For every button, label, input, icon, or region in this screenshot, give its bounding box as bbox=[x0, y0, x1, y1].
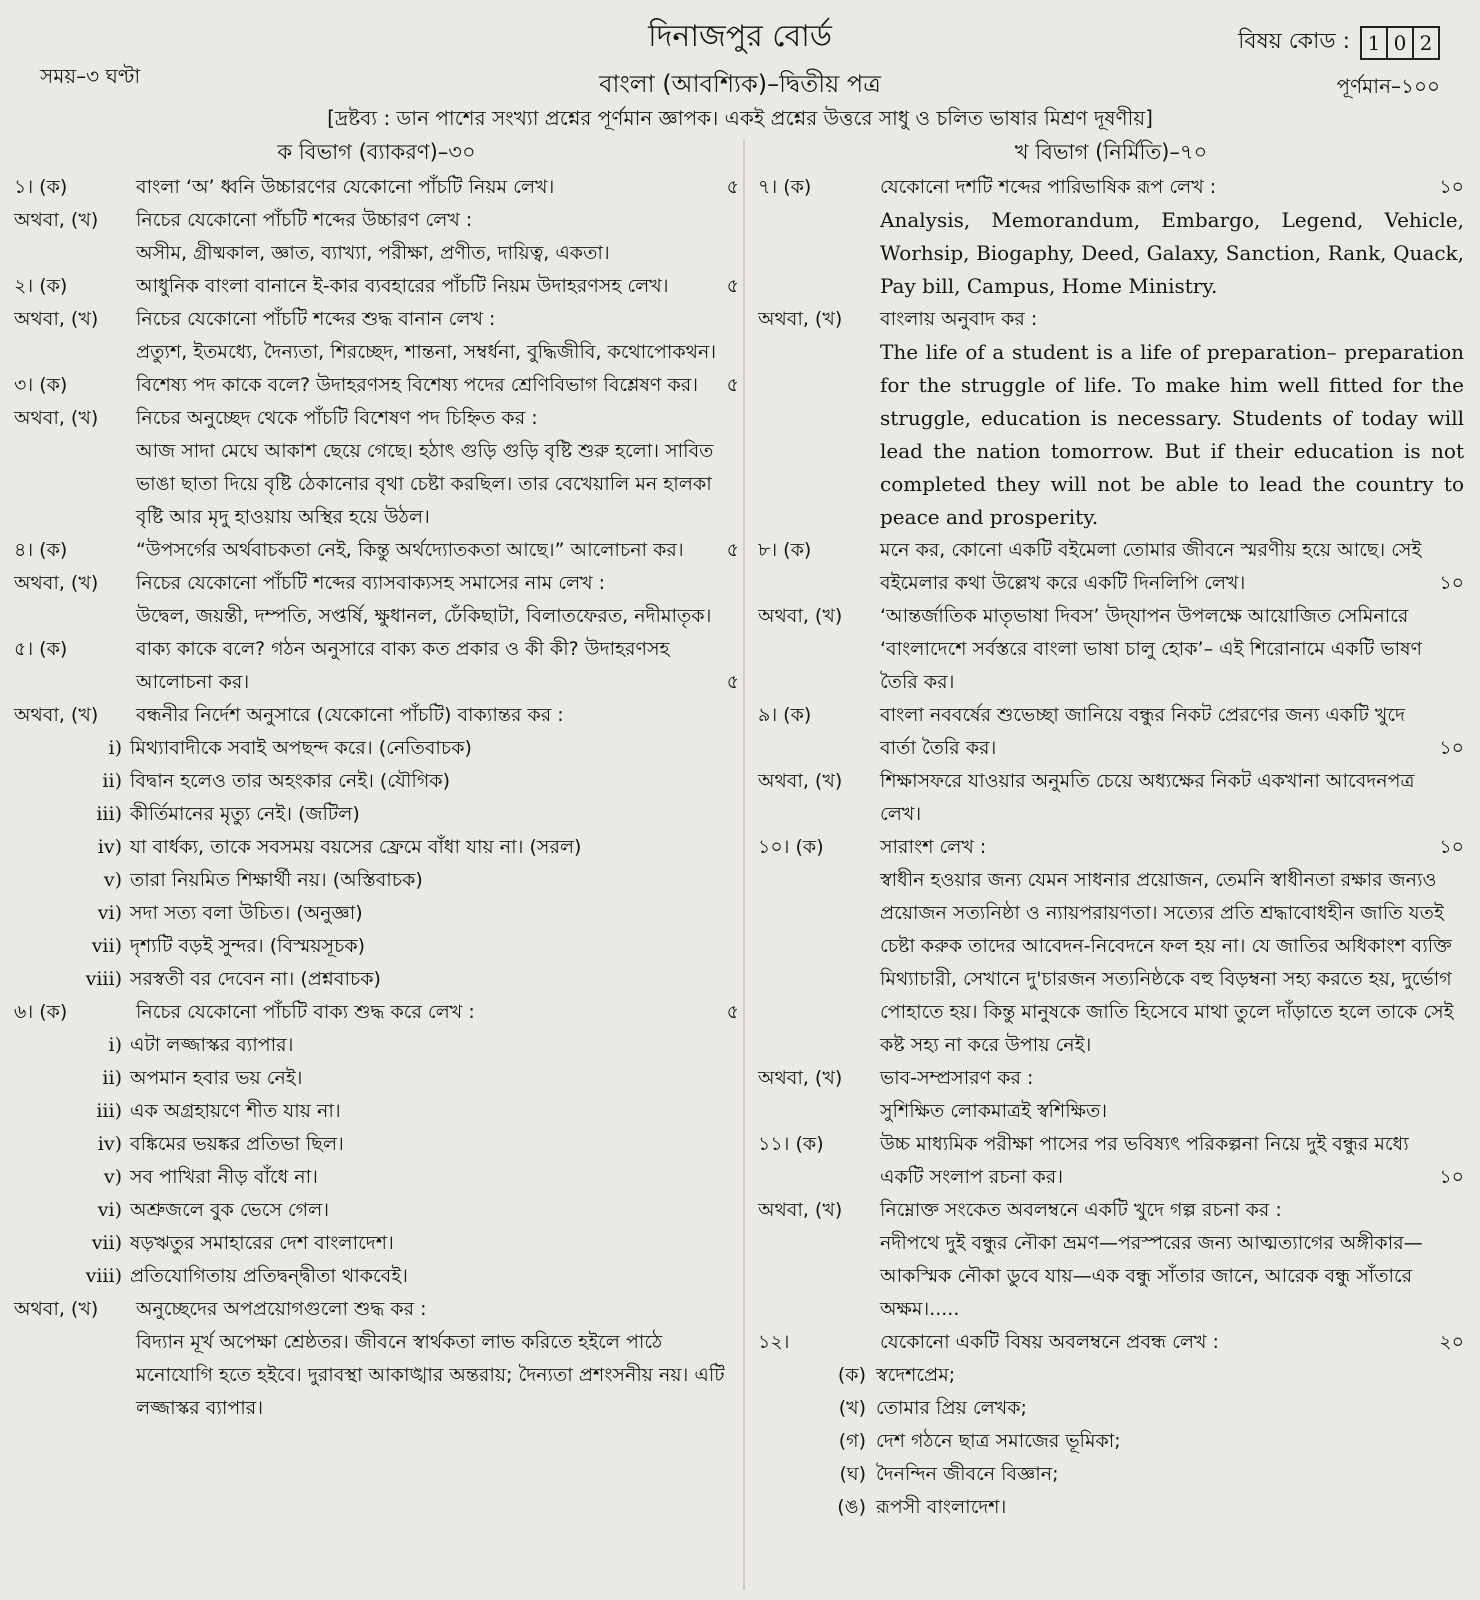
column-divider bbox=[743, 140, 745, 1590]
list-item bbox=[812, 1458, 1464, 1491]
exam-time: সময়–৩ ঘণ্টা bbox=[40, 64, 141, 88]
question-item bbox=[14, 534, 739, 567]
list-item bbox=[78, 1227, 739, 1260]
item-text: সরস্বতী বর দেবেন না। (প্রশ্নবাচক) bbox=[130, 968, 381, 990]
list-item bbox=[812, 1491, 1464, 1524]
question-content: প্রত্যুশ, ইতমধ্যে, দৈন্যতা, শিরচ্ছেদ, শান্তনা, সম্বর্ধনা, বুদ্ধিজীবি, কথোপোকথন। bbox=[136, 341, 717, 363]
question-marks: ২০ bbox=[1439, 1331, 1464, 1353]
question-marks: ৫ bbox=[726, 275, 739, 297]
list-item bbox=[78, 1029, 739, 1062]
item-number: iv) bbox=[97, 1133, 122, 1155]
item-number: i) bbox=[108, 1034, 122, 1056]
subject-code-digit: 1 bbox=[1362, 28, 1388, 58]
item-number: (ঘ) bbox=[839, 1463, 866, 1485]
question-text: ভাব-সম্প্রসারণ কর : bbox=[880, 1067, 1034, 1089]
question-text: যেকোনো একটি বিষয় অবলম্বনে প্রবন্ধ লেখ : bbox=[880, 1331, 1219, 1353]
question-text: মনে কর, কোনো একটি বইমেলা তোমার জীবনে স্মরণীয় হয়ে আছে। সেই বইমেলার কথা উল্লেখ করে একটি দিনলিপি লেখ। bbox=[880, 539, 1422, 594]
question-marks: ৫ bbox=[726, 671, 739, 693]
question-text: নিচের যেকোনো পাঁচটি বাক্য শুদ্ধ করে লেখ : bbox=[136, 1001, 475, 1023]
list-item bbox=[78, 930, 739, 963]
question-content: বিদ্যান মূর্খ অপেক্ষা শ্রেষ্ঠতর। জীবনে স্বার্থকতা লাভ করিতে হইলে পাঠে মনোযোগি হতে হইবে। দুরাবস্থা আকাঙ্খার অন্তরায়; দৈন্যতা প্রশংসনীয় নয়। এটি লজ্জাস্কর ব্যাপার। bbox=[136, 1331, 725, 1419]
list-item bbox=[78, 732, 739, 765]
question-number: ৮। (ক) bbox=[758, 539, 812, 561]
question-text: নিম্নোক্ত সংকেত অবলম্বনে একটি খুদে গল্প রচনা কর : bbox=[880, 1199, 1282, 1221]
question-number: অথবা, (খ) bbox=[758, 1199, 843, 1221]
item-text: ষড়ঋতুর সমাহারের দেশ বাংলাদেশ। bbox=[130, 1232, 394, 1254]
item-number: vi) bbox=[97, 902, 122, 924]
item-text: দৃশ্যটি বড়ই সুন্দর। (বিস্ময়সূচক) bbox=[130, 935, 366, 957]
question-item bbox=[758, 765, 1464, 831]
item-number: vi) bbox=[97, 1199, 122, 1221]
question-text: আধুনিক বাংলা বানানে ই-কার ব্যবহারের পাঁচটি নিয়ম উদাহরণসহ লেখ। bbox=[136, 275, 669, 297]
question-number: অথবা, (খ) bbox=[14, 1298, 99, 1320]
question-item bbox=[758, 1326, 1464, 1359]
question-text: ‘আন্তর্জাতিক মাতৃভাষা দিবস’ উদ্‌যাপন উপলক্ষে আয়োজিত সেমিনারে ‘বাংলাদেশে সর্বস্তরে বাংলা ভাষা চালু হোক’– এই শিরোনামে একটি ভাষণ তৈরি কর। bbox=[880, 605, 1423, 693]
question-number: ১। (ক) bbox=[14, 176, 68, 198]
question-text: বাংলায় অনুবাদ কর : bbox=[880, 308, 1038, 330]
item-text: কীর্তিমানের মৃত্যু নেই। (জটিল) bbox=[130, 803, 360, 825]
list-item bbox=[78, 1128, 739, 1161]
instruction-note: [দ্রষ্টব্য : ডান পাশের সংখ্যা প্রশ্নের পূর্ণমান জ্ঞাপক। একই প্রশ্নের উত্তরে সাধু ও চলিত ভাষার মিশ্রণ দূষণীয়] bbox=[327, 106, 1153, 130]
question-text: বাংলা নববর্ষের শুভেচ্ছা জানিয়ে বন্ধুর নিকট প্রেরণের জন্য একটি খুদে বার্তা তৈরি কর। bbox=[880, 704, 1405, 759]
item-text: সদা সত্য বলা উচিত। (অনুজ্ঞা) bbox=[130, 902, 363, 924]
question-content: সুশিক্ষিত লোকমাত্রই স্বশিক্ষিত। bbox=[880, 1100, 1108, 1122]
question-text: নিচের যেকোনো পাঁচটি শব্দের শুদ্ধ বানান লেখ : bbox=[136, 308, 496, 330]
paper-title: বাংলা (আবশ্যিক)–দ্বিতীয় পত্র bbox=[599, 70, 881, 98]
question-text: সারাংশ লেখ : bbox=[880, 836, 987, 858]
item-text: দেশ গঠনে ছাত্র সমাজের ভূমিকা; bbox=[876, 1430, 1121, 1452]
question-number: অথবা, (খ) bbox=[14, 572, 99, 594]
question-text: “উপসর্গের অর্থবাচকতা নেই, কিন্তু অর্থদ্যোতকতা আছে।” আলোচনা কর। bbox=[136, 539, 684, 561]
item-text: বঙ্কিমের ভয়ঙ্কর প্রতিভা ছিল। bbox=[130, 1133, 344, 1155]
question-number: ১১। (ক) bbox=[758, 1133, 824, 1155]
sentence-list bbox=[14, 732, 739, 996]
item-text: এক অগ্রহায়ণে শীত যায় না। bbox=[130, 1100, 341, 1122]
item-number: ii) bbox=[102, 770, 122, 792]
question-item bbox=[758, 1062, 1464, 1095]
question-item bbox=[14, 369, 739, 402]
question-marks: ৫ bbox=[726, 1001, 739, 1023]
question-number: ৬। (ক) bbox=[14, 1001, 68, 1023]
list-item bbox=[812, 1392, 1464, 1425]
question-text: উচ্চ মাধ্যমিক পরীক্ষা পাসের পর ভবিষ্যৎ পরিকল্পনা নিয়ে দুই বন্ধুর মধ্যে একটি সংলাপ রচনা কর। bbox=[880, 1133, 1409, 1188]
question-item bbox=[758, 1194, 1464, 1227]
question-number: অথবা, (খ) bbox=[14, 209, 99, 231]
question-item bbox=[758, 171, 1464, 204]
item-number: viii) bbox=[85, 1265, 122, 1287]
item-text: তোমার প্রিয় লেখক; bbox=[876, 1397, 1027, 1419]
question-item bbox=[758, 831, 1464, 864]
full-marks: পূর্ণমান–১০০ bbox=[1336, 74, 1440, 98]
section-title: ক বিভাগ (ব্যাকরণ)–৩০ bbox=[277, 140, 476, 164]
question-marks: ১০ bbox=[1439, 572, 1464, 594]
question-content: স্বাধীন হওয়ার জন্য যেমন সাধনার প্রয়োজন, তেমনি স্বাধীনতা রক্ষার জন্যও প্রয়োজন সত্যনিষ্ঠা ও ন্যায়পরায়ণতা। সত্যের প্রতি শ্রদ্ধাবোধহীন জাতি যতই চেষ্টা করুক তাদের আবেদন-নিবেদনে ফল হয় না। যে জাতির অধিকাংশ ব্যক্তি মিথ্যাচারী, সেখানে দু'চারজন সত্যনিষ্ঠকে বহু বিড়ম্বনা সহ্য করতে হয়, দুর্ভোগ পোহাতে হয়। কিন্তু মানুষকে জাতি হিসেবে মাথা তুলে দাঁড়াতে হলে তাকে সেই কষ্ট সহ্য না করে উপায় নেই। bbox=[880, 869, 1454, 1056]
question-text: অনুচ্ছেদের অপপ্রয়োগগুলো শুদ্ধ কর : bbox=[136, 1298, 427, 1320]
question-content: অসীম, গ্রীষ্মকাল, জ্ঞাত, ব্যাখ্যা, পরীক্ষা, প্রণীত, দায়িত্ব, একতা। bbox=[136, 242, 610, 264]
question-text: বিশেষ্য পদ কাকে বলে? উদাহরণসহ বিশেষ্য পদের শ্রেণিবিভাগ বিশ্লেষণ কর। bbox=[136, 374, 698, 396]
item-number: iii) bbox=[96, 803, 122, 825]
list-item bbox=[78, 798, 739, 831]
question-number: ২। (ক) bbox=[14, 275, 68, 297]
item-number: (ঙ) bbox=[837, 1496, 866, 1518]
question-marks: ১০ bbox=[1439, 836, 1464, 858]
question-number: অথবা, (খ) bbox=[758, 308, 843, 330]
question-number: ১০। (ক) bbox=[758, 836, 824, 858]
question-item bbox=[14, 567, 739, 600]
question-item bbox=[14, 171, 739, 204]
item-number: v) bbox=[103, 1166, 122, 1188]
question-content: উদ্বেল, জয়ন্তী, দম্পতি, সপ্তর্ষি, ক্ষুধানল, ঢেঁকিছাটা, বিলাতফেরত, নদীমাতৃক। bbox=[136, 605, 712, 627]
list-item bbox=[78, 831, 739, 864]
subject-code-label: বিষয় কোড : bbox=[1238, 29, 1350, 54]
question-item bbox=[758, 600, 1464, 699]
item-text: এটা লজ্জাস্কর ব্যাপার। bbox=[130, 1034, 294, 1056]
item-text: মিথ্যাবাদীকে সবাই অপছন্দ করে। (নেতিবাচক) bbox=[130, 737, 472, 759]
list-item bbox=[78, 1260, 739, 1293]
item-number: (গ) bbox=[838, 1430, 866, 1452]
question-text: বাক্য কাকে বলে? গঠন অনুসারে বাক্য কত প্রকার ও কী কী? উদাহরণসহ আলোচনা কর। bbox=[136, 638, 670, 693]
list-item bbox=[78, 897, 739, 930]
list-item bbox=[78, 1161, 739, 1194]
item-text: স্বদেশপ্রেম; bbox=[876, 1364, 956, 1386]
question-text: নিচের যেকোনো পাঁচটি শব্দের উচ্চারণ লেখ : bbox=[136, 209, 473, 231]
list-item bbox=[78, 1095, 739, 1128]
question-item bbox=[14, 204, 739, 237]
item-text: বিদ্বান হলেও তার অহংকার নেই। (যৌগিক) bbox=[130, 770, 451, 792]
item-text: সব পাখিরা নীড় বাঁধে না। bbox=[130, 1166, 318, 1188]
question-number: ১২। bbox=[758, 1331, 790, 1353]
section-title: খ বিভাগ (নির্মিতি)–৭০ bbox=[1014, 140, 1208, 164]
composition-section bbox=[758, 136, 1464, 1524]
question-content: আজ সাদা মেঘে আকাশ ছেয়ে গেছে। হঠাৎ গুড়ি গুড়ি বৃষ্টি শুরু হলো। সাবিত ভাঙা ছাতা দিয়ে বৃষ্টি ঠেকানোর বৃথা চেষ্টা করছিল। তার বেখেয়ালি মন হালকা বৃষ্টি আর মৃদু হাওয়ায় অস্থির হয়ে উঠল। bbox=[136, 440, 714, 528]
item-number: (ক) bbox=[837, 1364, 866, 1386]
question-item bbox=[14, 303, 739, 336]
item-number: ii) bbox=[102, 1067, 122, 1089]
question-marks: ১০ bbox=[1439, 176, 1464, 198]
question-number: ৫। (ক) bbox=[14, 638, 68, 660]
item-text: অপমান হবার ভয় নেই। bbox=[130, 1067, 303, 1089]
item-number: viii) bbox=[85, 968, 122, 990]
question-item bbox=[758, 1128, 1464, 1194]
question-item bbox=[758, 534, 1464, 600]
item-text: প্রতিযোগিতায় প্রতিদ্বন্দ্বীতা থাকবেই। bbox=[130, 1265, 408, 1287]
subject-code-box bbox=[1360, 26, 1440, 60]
item-text: দৈনন্দিন জীবনে বিজ্ঞান; bbox=[876, 1463, 1059, 1485]
item-text: রূপসী বাংলাদেশ। bbox=[876, 1496, 1007, 1518]
question-number: অথবা, (খ) bbox=[758, 1067, 843, 1089]
question-marks: ৫ bbox=[726, 176, 739, 198]
question-number: ৩। (ক) bbox=[14, 374, 68, 396]
question-item bbox=[14, 1293, 739, 1326]
list-item bbox=[78, 765, 739, 798]
question-number: ৪। (ক) bbox=[14, 539, 68, 561]
question-item bbox=[14, 699, 739, 732]
sentence-list bbox=[14, 1029, 739, 1293]
question-item bbox=[14, 996, 739, 1029]
subject-code-digit: 0 bbox=[1388, 28, 1414, 58]
question-number: ৭। (ক) bbox=[758, 176, 812, 198]
item-number: i) bbox=[108, 737, 122, 759]
question-marks: ১০ bbox=[1439, 1166, 1464, 1188]
item-number: vii) bbox=[91, 935, 122, 957]
item-number: (খ) bbox=[838, 1397, 866, 1419]
question-text: শিক্ষাসফরে যাওয়ার অনুমতি চেয়ে অধ্যক্ষের নিকট একখানা আবেদনপত্র লেখ। bbox=[880, 770, 1415, 825]
subject-code-digit: 2 bbox=[1419, 30, 1433, 55]
question-marks: ৫ bbox=[726, 539, 739, 561]
grammar-section bbox=[14, 136, 739, 1425]
list-item bbox=[78, 1194, 739, 1227]
question-text: যেকোনো দশটি শব্দের পারিভাষিক রূপ লেখ : bbox=[880, 176, 1217, 198]
question-number: অথবা, (খ) bbox=[758, 605, 843, 627]
question-number: অথবা, (খ) bbox=[14, 407, 99, 429]
list-item bbox=[78, 1062, 739, 1095]
board-title: দিনাজপুর বোর্ড bbox=[648, 19, 832, 54]
question-item bbox=[758, 303, 1464, 336]
list-item bbox=[78, 963, 739, 996]
list-item bbox=[812, 1359, 1464, 1392]
question-content: The life of a student is a life of preparation– preparation for the struggle of life. To make him well fitted for the struggle, education is necessary. Students of today will lead the nation tomorrow. But if their education is not completed they will not be able to lead the country to peace and prosperity. bbox=[880, 340, 1464, 529]
question-item bbox=[758, 699, 1464, 765]
subject-code bbox=[1238, 24, 1440, 61]
item-number: v) bbox=[103, 869, 122, 891]
question-text: বাংলা ‘অ’ ধ্বনি উচ্চারণের যেকোনো পাঁচটি নিয়ম লেখ। bbox=[136, 176, 555, 198]
question-number: ৯। (ক) bbox=[758, 704, 812, 726]
question-item bbox=[14, 402, 739, 435]
list-item bbox=[78, 864, 739, 897]
item-number: vii) bbox=[91, 1232, 122, 1254]
question-text: নিচের যেকোনো পাঁচটি শব্দের ব্যাসবাক্যসহ সমাসের নাম লেখ : bbox=[136, 572, 606, 594]
question-item bbox=[14, 633, 739, 699]
item-text: যা বার্ধক্য, তাকে সবসময় বয়সের ফ্রেমে বাঁধা যায় না। (সরল) bbox=[130, 836, 582, 858]
item-text: অশ্রুজলে বুক ভেসে গেল। bbox=[130, 1199, 330, 1221]
essay-topic-list bbox=[758, 1359, 1464, 1524]
question-content: Analysis, Memorandum, Embargo, Legend, Vehicle, Worhsip, Biogaphy, Deed, Galaxy, Sanction, Rank, Quack, Pay bill, Campus, Home Ministry. bbox=[880, 208, 1464, 298]
question-text: নিচের অনুচ্ছেদ থেকে পাঁচটি বিশেষণ পদ চিহ্নিত কর : bbox=[136, 407, 538, 429]
question-number: অথবা, (খ) bbox=[758, 770, 843, 792]
question-marks: ১০ bbox=[1439, 737, 1464, 759]
item-number: iv) bbox=[97, 836, 122, 858]
question-text: বন্ধনীর নির্দেশ অনুসারে (যেকোনো পাঁচটি) বাক্যান্তর কর : bbox=[136, 704, 564, 726]
question-marks: ৫ bbox=[726, 374, 739, 396]
question-item bbox=[14, 270, 739, 303]
item-text: তারা নিয়মিত শিক্ষার্থী নয়। (অস্তিবাচক) bbox=[130, 869, 423, 891]
question-number: অথবা, (খ) bbox=[14, 308, 99, 330]
list-item bbox=[812, 1425, 1464, 1458]
question-number: অথবা, (খ) bbox=[14, 704, 99, 726]
item-number: iii) bbox=[96, 1100, 122, 1122]
question-content: নদীপথে দুই বন্ধুর নৌকা ভ্রমণ—পরস্পরের জন্য আত্মত্যাগের অঙ্গীকার—আকস্মিক নৌকা ডুবে যায়—এক বন্ধু সাঁতার জানে, আরেক বন্ধু সাঁতারে অক্ষম।..... bbox=[880, 1232, 1423, 1320]
